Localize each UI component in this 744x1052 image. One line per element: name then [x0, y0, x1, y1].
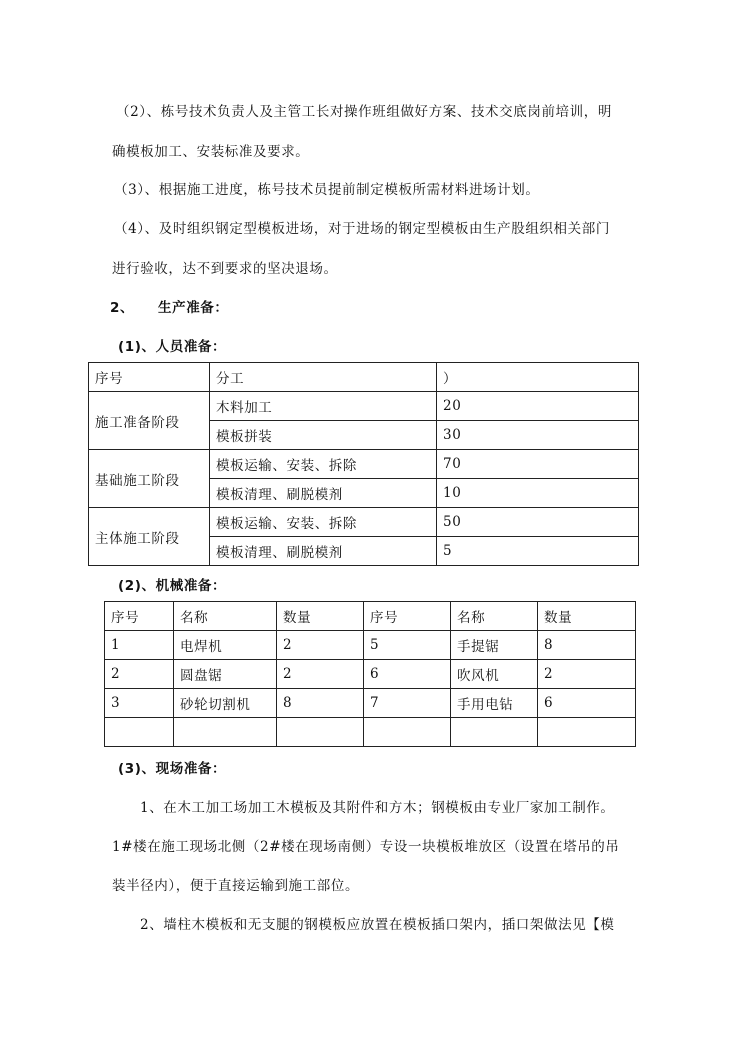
table-row	[89, 508, 639, 537]
table-header-row	[89, 363, 639, 392]
staff-heading: (1)、人员准备：	[118, 339, 227, 355]
task-cell: 模板运输、安装、拆除	[210, 450, 437, 479]
paragraph-line: 装半径内），便于直接运输到施工部位。	[112, 878, 360, 894]
staff-table	[88, 362, 639, 566]
count-cell: 10	[437, 479, 639, 508]
table-cell: 3	[105, 689, 174, 718]
stage-cell: 基础施工阶段	[89, 450, 210, 508]
header-cell: 数量	[538, 602, 636, 631]
table-header-row	[105, 602, 636, 631]
table-cell	[364, 718, 451, 747]
table-cell: 5	[364, 631, 451, 660]
table-row	[89, 392, 639, 421]
paragraph-line: 1、在木工加工场加工木模板及其附件和方木；钢模板由专业厂家加工制作。	[140, 800, 615, 816]
table-cell: 8	[538, 631, 636, 660]
table-cell	[277, 718, 364, 747]
paragraph-line: （3）、根据施工进度，栋号技术员提前制定模板所需材料进场计划。	[114, 182, 540, 198]
table-cell: 2	[277, 660, 364, 689]
paragraph-line: （2）、栋号技术负责人及主管工长对操作班组做好方案、技术交底岗前培训，明	[116, 104, 612, 120]
section-title: 生产准备：	[158, 300, 229, 316]
header-cell: 序号	[105, 602, 174, 631]
task-cell: 木料加工	[210, 392, 437, 421]
header-cell: 数量	[277, 602, 364, 631]
table-cell: 7	[364, 689, 451, 718]
stage-cell: 主体施工阶段	[89, 508, 210, 566]
table-cell: 手提锯	[451, 631, 538, 660]
table-cell	[105, 718, 174, 747]
table-row	[105, 718, 636, 747]
header-cell: 分工	[210, 363, 437, 392]
task-cell: 模板清理、刷脱模剂	[210, 537, 437, 566]
task-cell: 模板清理、刷脱模剂	[210, 479, 437, 508]
paragraph-line: 2、墙柱木模板和无支腿的钢模板应放置在模板插口架内，插口架做法见【模	[140, 917, 615, 933]
table-cell: 2	[105, 660, 174, 689]
count-cell: 70	[437, 450, 639, 479]
count-cell: 50	[437, 508, 639, 537]
task-cell: 模板运输、安装、拆除	[210, 508, 437, 537]
machines-heading: (2)、机械准备：	[118, 578, 227, 594]
table-cell: 圆盘锯	[174, 660, 277, 689]
table-row	[105, 631, 636, 660]
header-cell: 序号	[364, 602, 451, 631]
header-cell: 名称	[451, 602, 538, 631]
table-cell: 吹风机	[451, 660, 538, 689]
table-cell: 手用电钻	[451, 689, 538, 718]
paragraph-line: （4）、及时组织钢定型模板进场，对于进场的钢定型模板由生产股组织相关部门	[114, 221, 610, 237]
paragraph-line: 进行验收，达不到要求的坚决退场。	[112, 261, 338, 277]
table-cell: 电焊机	[174, 631, 277, 660]
count-cell: 30	[437, 421, 639, 450]
table-cell: 6	[538, 689, 636, 718]
table-row	[105, 660, 636, 689]
table-cell	[174, 718, 277, 747]
table-cell: 2	[277, 631, 364, 660]
table-cell	[538, 718, 636, 747]
machine-table	[104, 601, 636, 747]
task-cell: 模板拼装	[210, 421, 437, 450]
table-row	[105, 689, 636, 718]
stage-cell: 施工准备阶段	[89, 392, 210, 450]
paragraph-line: 确模板加工、安装标准及要求。	[112, 144, 310, 160]
header-cell: ）	[437, 363, 639, 392]
table-cell: 砂轮切割机	[174, 689, 277, 718]
paragraph-line: 1#楼在施工现场北侧（2#楼在现场南侧）专设一块模板堆放区（设置在塔吊的吊	[112, 839, 620, 855]
table-cell: 2	[538, 660, 636, 689]
table-cell: 8	[277, 689, 364, 718]
header-cell: 序号	[89, 363, 210, 392]
table-cell	[451, 718, 538, 747]
table-row	[89, 450, 639, 479]
count-cell: 5	[437, 537, 639, 566]
header-cell: 名称	[174, 602, 277, 631]
table-cell: 6	[364, 660, 451, 689]
table-cell: 1	[105, 631, 174, 660]
count-cell: 20	[437, 392, 639, 421]
site-heading: (3)、现场准备：	[118, 761, 227, 777]
section-number: 2、	[110, 300, 135, 316]
